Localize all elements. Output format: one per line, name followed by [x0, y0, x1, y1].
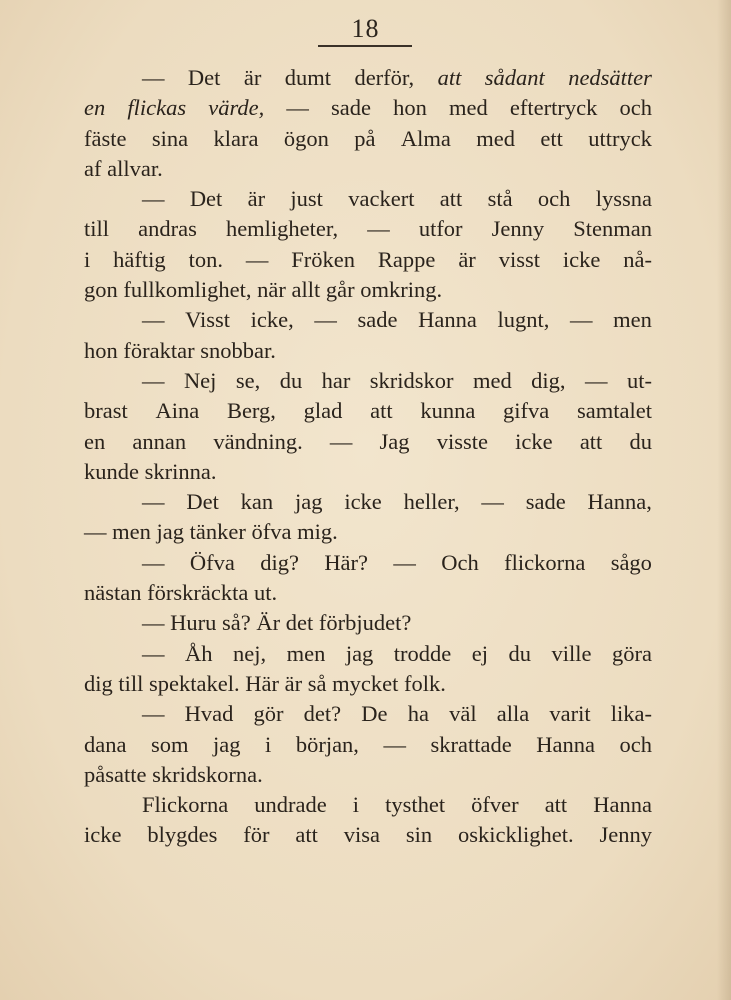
word: brast: [84, 398, 128, 424]
text-line: [84, 487, 652, 517]
text-line: [84, 214, 652, 244]
word: icke: [562, 246, 601, 272]
word: ögon: [283, 125, 329, 151]
word: annan: [132, 428, 187, 454]
word: alla: [496, 701, 530, 727]
word: tänker: [189, 519, 246, 545]
word: göra: [611, 640, 652, 666]
word: värde,: [208, 95, 265, 121]
word: Stenman: [573, 216, 652, 242]
body-text: [84, 63, 652, 851]
word: som: [151, 731, 189, 757]
word: stå: [487, 186, 513, 212]
word: hemligheter,: [225, 216, 339, 242]
word: Visst: [185, 307, 231, 333]
word: Hanna: [536, 731, 595, 757]
word: det: [285, 610, 314, 636]
word: och: [619, 731, 652, 757]
word: skridskorna.: [152, 761, 263, 787]
word: skrattade: [430, 731, 512, 757]
text-line: [84, 366, 652, 396]
word: i: [352, 792, 360, 818]
word: är: [247, 186, 266, 212]
text-line: [84, 154, 652, 184]
word: icke: [515, 428, 553, 454]
word: med: [476, 125, 515, 151]
word: med: [449, 95, 488, 121]
word: —: [481, 489, 504, 515]
word: kunna: [420, 398, 476, 424]
word: Hanna,: [587, 489, 652, 515]
word: en: [84, 95, 106, 121]
word: så?: [222, 610, 251, 636]
word: för: [243, 822, 270, 848]
word: gon: [84, 277, 118, 303]
text-line: [84, 396, 652, 426]
word: är: [284, 670, 303, 696]
word: det?: [303, 701, 342, 727]
word: —: [383, 731, 406, 757]
word: skrinna.: [144, 458, 217, 484]
word: föraktar: [123, 337, 195, 363]
word: påsatte: [84, 761, 147, 787]
word: går: [325, 277, 355, 303]
word: lika-: [610, 701, 652, 727]
word: hon: [393, 95, 427, 121]
word: ej: [471, 640, 489, 666]
word: icke,: [250, 307, 294, 333]
word: har: [321, 367, 351, 393]
word: flickas: [127, 95, 187, 121]
word: flickorna: [504, 549, 586, 575]
word: Jenny: [491, 216, 545, 242]
word: men: [286, 640, 326, 666]
word: Fröken: [291, 246, 356, 272]
word: —: [142, 307, 165, 333]
word: kan: [240, 489, 274, 515]
word: hon: [84, 337, 118, 363]
word: sådant: [484, 65, 545, 90]
word: i: [84, 246, 91, 272]
text-line: [84, 124, 652, 154]
word: —: [142, 65, 165, 90]
text-line: [84, 548, 652, 578]
word: visst: [498, 246, 540, 272]
word: se,: [235, 367, 261, 393]
word: att: [439, 186, 463, 212]
word: —: [245, 246, 269, 272]
word: mig.: [297, 519, 338, 545]
word: Här?: [324, 549, 369, 575]
word: —: [142, 367, 165, 393]
word: —: [142, 640, 165, 666]
word: ett: [540, 125, 563, 151]
word: fäste: [84, 125, 127, 151]
word: en: [84, 428, 106, 454]
text-line: [84, 790, 652, 820]
word: Jag: [379, 428, 410, 454]
word: öfver: [471, 792, 519, 818]
word: i: [265, 731, 272, 757]
word: och: [537, 186, 571, 212]
text-line: [84, 608, 652, 638]
word: nedsätter: [568, 65, 652, 90]
word: men: [112, 519, 151, 545]
word: jag: [345, 640, 374, 666]
text-line: [84, 63, 652, 93]
text-line: [84, 336, 652, 366]
word: förskräckta: [147, 580, 249, 606]
word: början,: [295, 731, 359, 757]
word: ton.: [188, 246, 223, 272]
word: icke: [84, 822, 122, 848]
text-line: [84, 639, 652, 669]
text-line: [84, 457, 652, 487]
word: —: [393, 549, 416, 575]
word: gör: [253, 701, 284, 727]
word: eftertryck: [509, 95, 598, 121]
word: lugnt,: [497, 307, 550, 333]
word: utfor: [418, 216, 463, 242]
word: uttryck: [588, 125, 652, 151]
word: nej,: [232, 640, 267, 666]
word: gifva: [503, 398, 550, 424]
word: väl: [449, 701, 477, 727]
word: omkring.: [360, 277, 443, 303]
text-line: [84, 820, 652, 850]
word: —: [585, 367, 608, 393]
word: dig?: [260, 549, 299, 575]
text-line: [84, 760, 652, 790]
word: kunde: [84, 458, 139, 484]
word: af: [84, 155, 102, 181]
word: —: [314, 307, 337, 333]
text-line: [84, 578, 652, 608]
word: öfva: [251, 519, 292, 545]
word: just: [290, 186, 323, 212]
word: och: [619, 95, 652, 121]
word: allvar.: [107, 155, 163, 181]
word: sade: [525, 489, 566, 515]
word: sågo: [610, 549, 652, 575]
word: tysthet: [385, 792, 446, 818]
word: —: [142, 701, 165, 727]
word: förbjudet?: [318, 610, 412, 636]
word: ha: [407, 701, 429, 727]
word: undrade: [254, 792, 327, 818]
word: Hvad: [184, 701, 234, 727]
word: visste: [436, 428, 488, 454]
word: Här: [245, 670, 279, 696]
text-line: [84, 669, 652, 699]
text-line: [84, 730, 652, 760]
word: snobbar.: [200, 337, 276, 363]
header-rule: [318, 45, 412, 47]
word: är: [458, 246, 476, 272]
word: Åh: [184, 640, 213, 666]
word: Hanna: [418, 307, 477, 333]
word: att: [544, 792, 568, 818]
word: ut-: [626, 367, 652, 393]
word: jag: [156, 519, 184, 545]
word: Jenny: [599, 822, 652, 848]
word: när: [257, 277, 286, 303]
word: folk.: [403, 670, 446, 696]
word: Öfva: [189, 549, 235, 575]
word: men: [613, 307, 652, 333]
word: mycket: [332, 670, 399, 696]
word: vändning.: [213, 428, 303, 454]
word: sade: [357, 307, 398, 333]
word: Nej: [183, 367, 217, 393]
word: heller,: [403, 489, 460, 515]
word: Det: [187, 65, 221, 90]
word: andras: [138, 216, 197, 242]
word: oskicklighet.: [458, 822, 574, 848]
page-number: 18: [351, 14, 380, 43]
word: visa: [343, 822, 380, 848]
word: att: [370, 398, 393, 424]
word: De: [361, 701, 388, 727]
word: Aina: [155, 398, 200, 424]
text-line: [84, 699, 652, 729]
text-line: [84, 93, 652, 123]
word: spektakel.: [149, 670, 240, 696]
word: icke: [344, 489, 382, 515]
word: vackert: [348, 186, 415, 212]
word: —: [142, 549, 165, 575]
word: att: [437, 65, 462, 90]
word: du: [508, 640, 531, 666]
word: nästan: [84, 580, 142, 606]
word: —: [84, 519, 107, 545]
word: Flickorna: [142, 792, 229, 818]
word: sin: [405, 822, 433, 848]
word: trodde: [393, 640, 452, 666]
text-line: [84, 517, 652, 547]
word: —: [142, 186, 165, 212]
word: —: [286, 95, 309, 121]
word: häftig: [113, 246, 166, 272]
text-line: [84, 275, 652, 305]
word: nå-: [623, 246, 652, 272]
word: till: [84, 216, 110, 242]
word: jag: [294, 489, 323, 515]
word: till: [118, 670, 144, 696]
word: samtalet: [576, 398, 652, 424]
word: fullkomlighet,: [123, 277, 252, 303]
word: dumt: [284, 65, 332, 90]
word: ville: [551, 640, 592, 666]
text-line: [84, 184, 652, 214]
word: klara: [213, 125, 259, 151]
word: —: [142, 489, 165, 515]
word: lyssna: [595, 186, 652, 212]
word: —: [570, 307, 593, 333]
text-line: [84, 245, 652, 275]
word: Det: [189, 186, 223, 212]
word: blygdes: [147, 822, 218, 848]
word: Huru: [170, 610, 217, 636]
word: derför,: [354, 65, 415, 90]
word: sina: [151, 125, 189, 151]
word: dig: [84, 670, 113, 696]
word: du: [279, 367, 303, 393]
word: skridskor: [369, 367, 454, 393]
word: Berg,: [226, 398, 276, 424]
word: Och: [441, 549, 479, 575]
word: är: [243, 65, 262, 90]
word: Hanna: [593, 792, 652, 818]
word: jag: [213, 731, 241, 757]
word: att: [295, 822, 318, 848]
word: ut.: [253, 580, 278, 606]
word: varit: [549, 701, 591, 727]
word: dig,: [531, 367, 566, 393]
word: Det: [186, 489, 219, 515]
word: du: [629, 428, 652, 454]
word: Är: [256, 610, 281, 636]
word: allt: [291, 277, 321, 303]
spine-shadow: [717, 0, 731, 1000]
word: glad: [303, 398, 343, 424]
word: på: [354, 125, 376, 151]
word: med: [472, 367, 512, 393]
word: Alma: [400, 125, 451, 151]
word: —: [142, 610, 165, 636]
word: Rappe: [377, 246, 436, 272]
word: så: [307, 670, 327, 696]
word: —: [367, 216, 390, 242]
word: sade: [331, 95, 371, 121]
text-line: [84, 305, 652, 335]
word: att: [579, 428, 603, 454]
word: —: [329, 428, 353, 454]
text-line: [84, 427, 652, 457]
word: dana: [84, 731, 127, 757]
